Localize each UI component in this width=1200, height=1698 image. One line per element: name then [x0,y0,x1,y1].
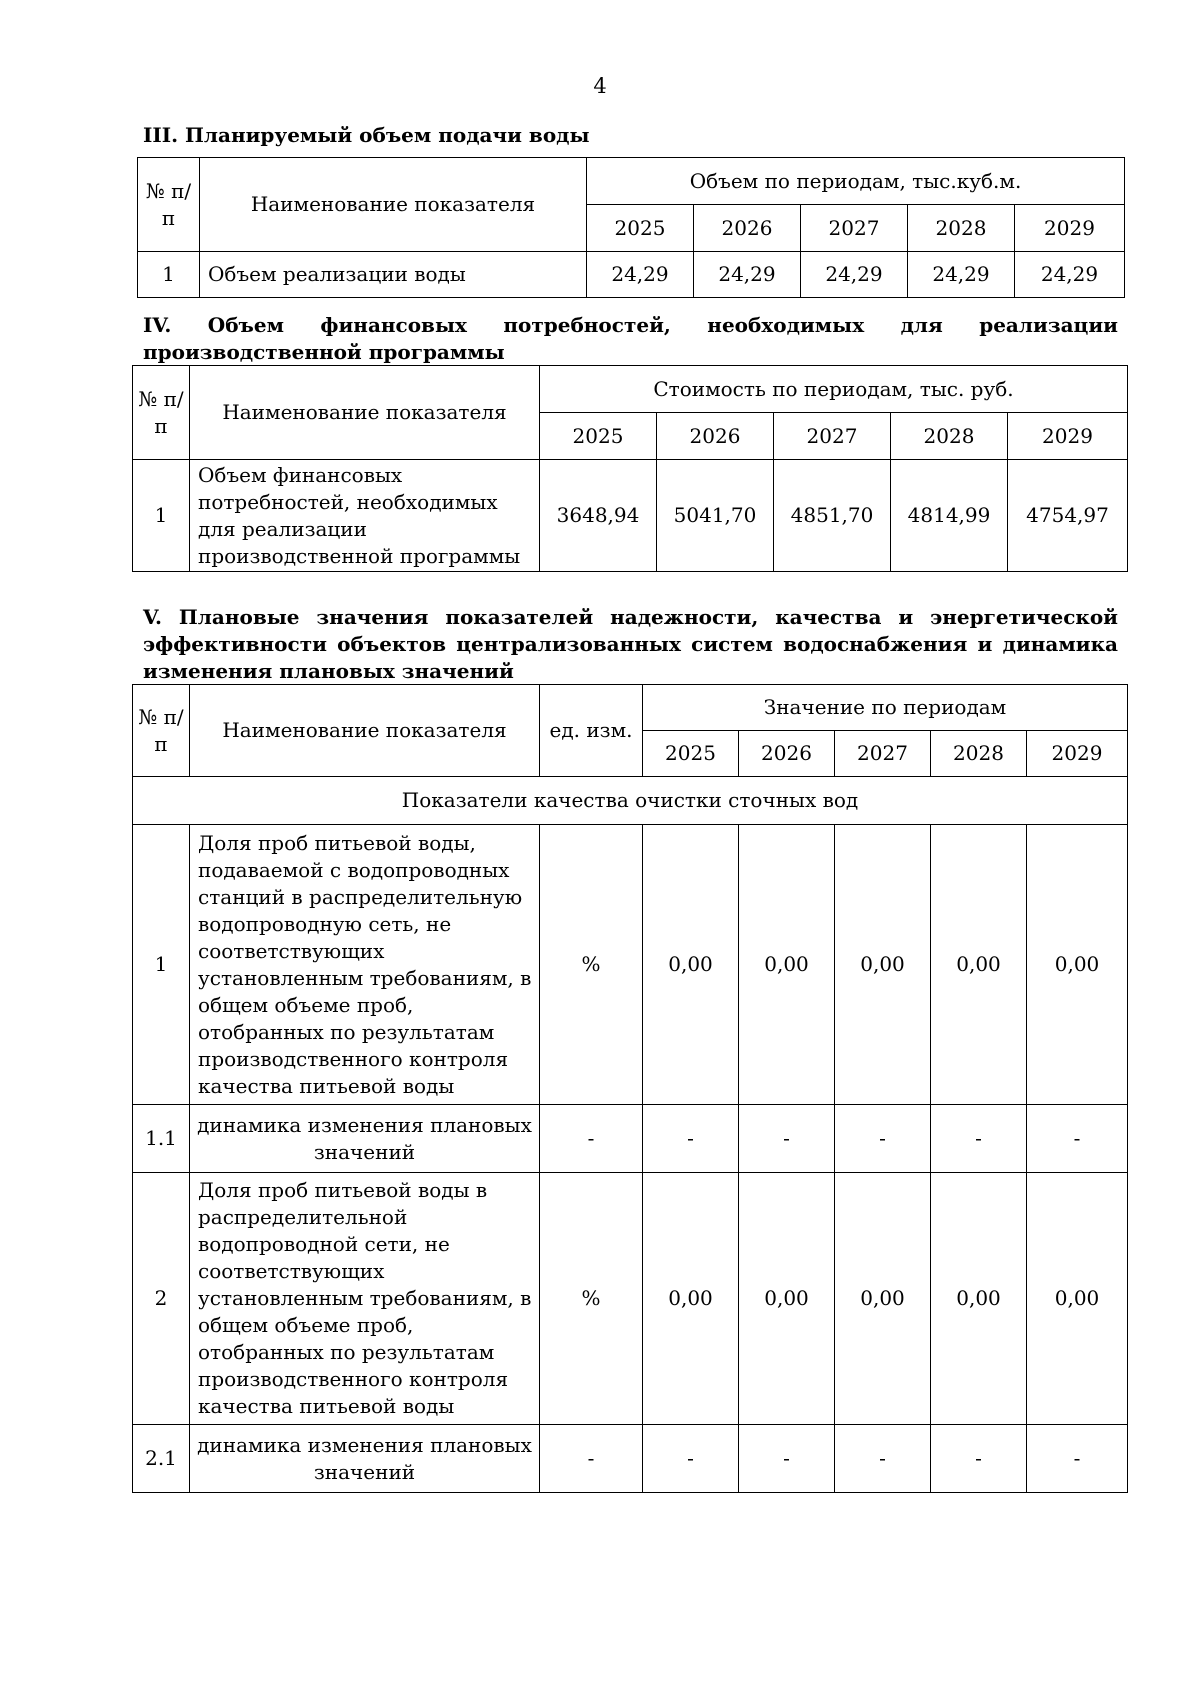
value-cell: 0,00 [835,825,931,1105]
row-num: 1 [138,252,200,298]
header-unit: ед. изм. [540,685,643,777]
section-4-title: IV. Объем финансовых потребностей, необходимых для реализации производственной программы [143,313,1118,364]
header-period: Стоимость по периодам, тыс. руб. [540,366,1128,413]
value-cell: 0,00 [739,1173,835,1425]
value-cell: 0,00 [1027,825,1128,1105]
unit-cell: % [540,1173,643,1425]
value-cell: - [835,1105,931,1173]
value-cell: 0,00 [835,1173,931,1425]
table-row [133,1425,1128,1493]
row-name: динамика изменения плановых значений [190,1105,540,1173]
value-cell: 0,00 [1027,1173,1128,1425]
unit-cell: - [540,1105,643,1173]
year-cell: 2027 [801,205,908,252]
value-cell: - [643,1105,739,1173]
table-row [138,252,1125,298]
group-label: Показатели качества очистки сточных вод [133,777,1128,825]
page-number: 4 [593,74,607,98]
year-cell: 2029 [1008,413,1128,460]
water-supply-table [137,157,1125,298]
year-cell: 2028 [908,205,1015,252]
year-cell: 2029 [1027,731,1128,777]
value-cell: 24,29 [1015,252,1125,298]
row-num: 1.1 [133,1105,190,1173]
value-cell: - [931,1105,1027,1173]
table-row [133,825,1128,1105]
value-cell: - [835,1425,931,1493]
value-cell: - [739,1105,835,1173]
year-cell: 2026 [739,731,835,777]
row-num: 1 [133,460,190,572]
value-cell: - [931,1425,1027,1493]
value-cell: 24,29 [587,252,694,298]
header-name: Наименование показателя [190,685,540,777]
year-cell: 2025 [587,205,694,252]
year-cell: 2026 [694,205,801,252]
value-cell: - [1027,1105,1128,1173]
value-cell: 24,29 [694,252,801,298]
section-5-title: V. Плановые значения показателей надежности, качества и энергетической эффективности объектов централизованных систем водоснабжения и динамика изменения плановых значений [143,605,1118,683]
row-name: Объем финансовых потребностей, необходимых для реализации производственной программы [190,460,540,572]
year-cell: 2027 [774,413,891,460]
header-name: Наименование показателя [200,158,587,252]
value-cell: 0,00 [739,825,835,1105]
year-cell: 2028 [891,413,1008,460]
value-cell: 4814,99 [891,460,1008,572]
section-3-title: III. Планируемый объем подачи воды [143,123,590,147]
year-cell: 2027 [835,731,931,777]
header-num: № п/п [138,158,200,252]
value-cell: 0,00 [643,825,739,1105]
year-cell: 2029 [1015,205,1125,252]
row-name: Объем реализации воды [200,252,587,298]
indicators-table [132,684,1128,1493]
financial-needs-table [132,365,1128,572]
value-cell: 0,00 [931,1173,1027,1425]
value-cell: 5041,70 [657,460,774,572]
value-cell: 24,29 [801,252,908,298]
table-row [133,1105,1128,1173]
value-cell: 3648,94 [540,460,657,572]
unit-cell: % [540,825,643,1105]
table-row [133,1173,1128,1425]
value-cell: 4851,70 [774,460,891,572]
value-cell: 0,00 [643,1173,739,1425]
year-cell: 2028 [931,731,1027,777]
year-cell: 2025 [540,413,657,460]
table-row [133,460,1128,572]
value-cell: 24,29 [908,252,1015,298]
year-cell: 2025 [643,731,739,777]
header-period: Объем по периодам, тыс.куб.м. [587,158,1125,205]
year-cell: 2026 [657,413,774,460]
row-name: динамика изменения плановых значений [190,1425,540,1493]
row-name: Доля проб питьевой воды, подаваемой с водопроводных станций в распределительную водопроводную сеть, не соответствующих установленным требованиям, в общем объеме проб, отобранных по результатам производственного контроля качества питьевой воды [190,825,540,1105]
row-num: 2.1 [133,1425,190,1493]
value-cell: - [1027,1425,1128,1493]
row-name: Доля проб питьевой воды в распределительной водопроводной сети, не соответствующих установленным требованиям, в общем объеме проб, отобранных по результатам производственного контроля качества питьевой воды [190,1173,540,1425]
unit-cell: - [540,1425,643,1493]
row-num: 2 [133,1173,190,1425]
value-cell: 4754,97 [1008,460,1128,572]
value-cell: - [643,1425,739,1493]
value-cell: - [739,1425,835,1493]
header-period: Значение по периодам [643,685,1128,731]
row-num: 1 [133,825,190,1105]
header-num: № п/п [133,685,190,777]
header-num: № п/п [133,366,190,460]
value-cell: 0,00 [931,825,1027,1105]
header-name: Наименование показателя [190,366,540,460]
